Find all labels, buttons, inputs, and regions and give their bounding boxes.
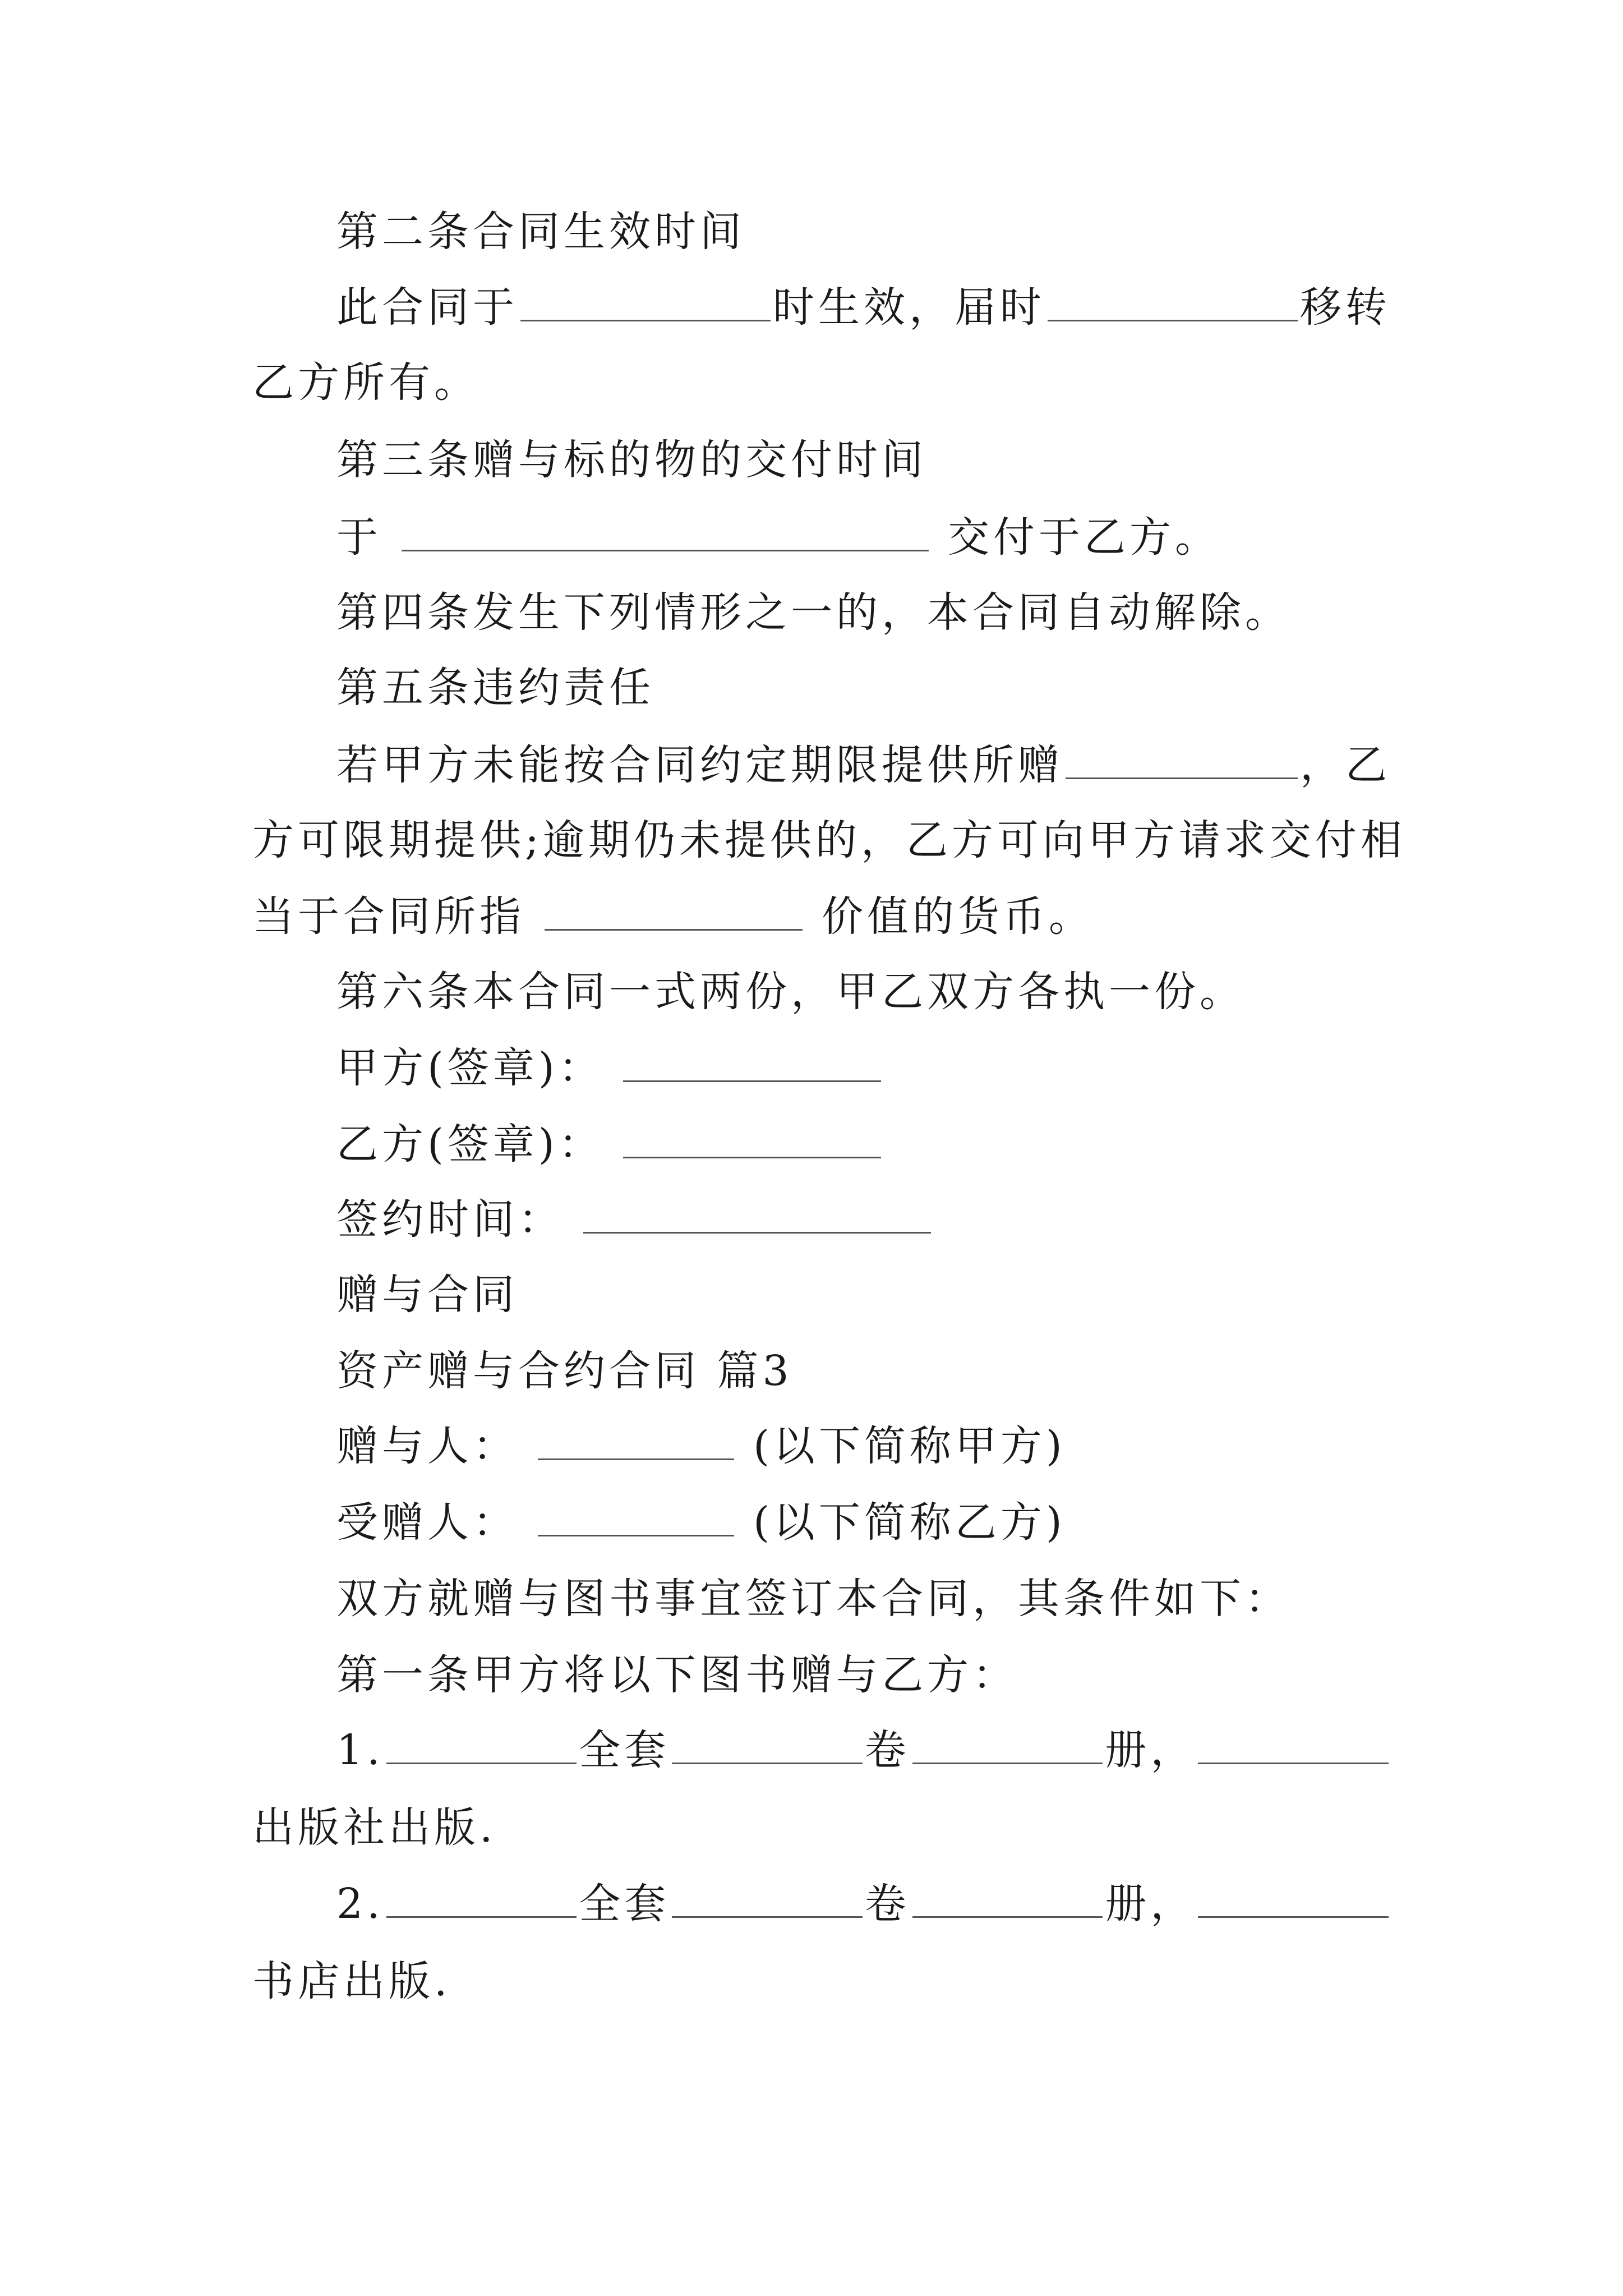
- donor-line: [336, 1408, 1391, 1484]
- article-2-heading: 第二条合同生效时间: [336, 208, 745, 256]
- text-segment: 当于合同所指: [252, 892, 525, 941]
- item-number: 1.: [336, 1726, 384, 1774]
- text-segment: 若甲方未能按合同约定期限提供所赠: [336, 741, 1063, 789]
- contract-title: 资产赠与合约合同 篇3: [336, 1347, 793, 1395]
- donor-label: 赠与人：: [336, 1422, 518, 1470]
- party-a-signature-line: [336, 1030, 1391, 1106]
- blank-gift-value: [545, 898, 803, 931]
- text-segment: 时生效，届时: [773, 283, 1045, 332]
- blank-party-a-signature: [623, 1049, 881, 1082]
- article-3-line: [336, 499, 1391, 576]
- blank-book-title: [386, 1885, 577, 1918]
- agreement-intro: 双方就赠与图书事宜签订本合同，其条件如下：: [336, 1575, 1290, 1623]
- signing-date-line: [336, 1181, 1391, 1258]
- article-5-heading: 第五条违约责任: [336, 664, 654, 712]
- signing-date-label: 签约时间：: [336, 1195, 564, 1244]
- blank-volume-count: [672, 1885, 863, 1918]
- text-segment: 此合同于: [336, 283, 518, 332]
- party-b-label: 乙方(签章)：: [336, 1120, 604, 1168]
- article-3-heading: 第三条赠与标的物的交付时间: [336, 436, 927, 484]
- text-segment: 全套: [579, 1880, 670, 1928]
- text-segment: 价值的货币。: [822, 892, 1095, 941]
- article-6-heading: 第六条本合同一式两份，甲乙双方各执一份。: [336, 968, 1245, 1016]
- text-segment: 册，: [1105, 1726, 1196, 1774]
- blank-effective-time: [520, 288, 771, 321]
- article-5-line-3: [252, 878, 1391, 955]
- article-5-line-1: [336, 727, 1391, 803]
- section-title: 赠与合同: [336, 1271, 518, 1319]
- text-segment: (以下简称乙方): [753, 1498, 1066, 1547]
- text-segment: 移转: [1300, 283, 1391, 332]
- article-2-line-1: [336, 269, 1391, 346]
- text-segment: 交付于乙方。: [948, 513, 1221, 562]
- article-1-heading: 第一条甲方将以下图书赠与乙方：: [336, 1651, 1018, 1699]
- blank-signing-date: [583, 1200, 931, 1234]
- blank-donor-name: [538, 1427, 734, 1460]
- party-b-signature-line: [336, 1106, 1391, 1182]
- article-2-line-2: 乙方所有。: [252, 358, 479, 407]
- donee-label: 受赠人：: [336, 1498, 518, 1547]
- text-segment: 于: [336, 513, 382, 562]
- text-segment: 卷: [864, 1880, 910, 1928]
- blank-gift-item: [1066, 746, 1298, 779]
- text-segment: ，乙: [1300, 741, 1391, 789]
- text-segment: 册，: [1105, 1880, 1196, 1928]
- text-segment: 卷: [864, 1726, 910, 1774]
- blank-publisher: [1198, 1731, 1389, 1764]
- blank-book-count: [912, 1885, 1103, 1918]
- text-segment: 全套: [579, 1726, 670, 1774]
- blank-book-title: [386, 1731, 577, 1764]
- blank-bookstore: [1198, 1885, 1389, 1918]
- blank-volume-count: [672, 1731, 863, 1764]
- book-item-2-line-2: 书店出版.: [252, 1957, 451, 2005]
- book-item-1-line-2: 出版社出版.: [252, 1803, 497, 1852]
- party-a-label: 甲方(签章)：: [336, 1044, 604, 1092]
- text-segment: (以下简称甲方): [753, 1422, 1066, 1470]
- blank-donee-name: [538, 1503, 734, 1536]
- blank-party-b-signature: [623, 1125, 881, 1158]
- blank-book-count: [912, 1731, 1103, 1764]
- book-item-1-line-1: [336, 1712, 1391, 1788]
- item-number: 2.: [336, 1880, 384, 1928]
- blank-delivery-time: [402, 518, 929, 551]
- article-5-line-2: 方可限期提供;逾期仍未提供的，乙方可向甲方请求交付相: [252, 816, 1406, 864]
- donee-line: [336, 1484, 1391, 1561]
- article-4-heading: 第四条发生下列情形之一的，本合同自动解除。: [336, 588, 1290, 637]
- blank-transfer-item: [1048, 288, 1298, 321]
- book-item-2-line-1: [336, 1866, 1391, 1942]
